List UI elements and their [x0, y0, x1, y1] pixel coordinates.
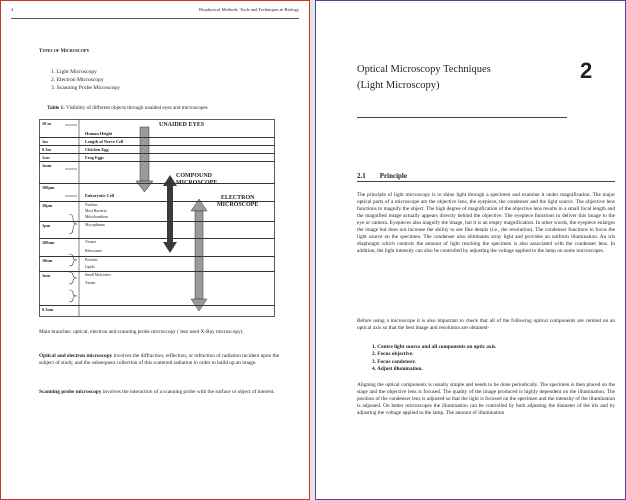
table-item-cell: Proteins: [85, 258, 98, 262]
paragraph-scanning-probe: [39, 389, 279, 396]
paragraph-aligning: Aligning the optical components is usually simple and needs to be done periodically. The specimen is then placed on the stage and the objective lens is focused. The quality of the image produced is highly dependent on the illumination. The position of the condenser lens is adjusted so that the light is focused on the specimen and the intensity of the illumination is adjusted. On better microscopes the illumination can be controlled by both adjusting the diameter of the iris and by adjusting the voltage applied to the lamp. The amount of illumination: [357, 382, 615, 416]
electron-microscope-arrow: [191, 199, 207, 311]
list-item: 1. Centre light source and all components on optic axis.: [372, 344, 497, 350]
compound-microscope-arrow: [163, 175, 177, 253]
table-size-cell: 0.1m: [42, 147, 51, 152]
visibility-table: [39, 119, 275, 317]
table-frame: [39, 119, 275, 317]
table-row-line: [39, 305, 275, 306]
table-size-cell: 1mm: [42, 163, 52, 168]
label-compound-line2: MICROSCOPE: [176, 179, 218, 186]
table-size-cell: 1cm: [42, 155, 50, 160]
table-item-cell: Small Molecules: [85, 273, 111, 277]
table-row-line: [39, 271, 275, 272]
table-item-cell: Eukaryotic Cell: [85, 193, 115, 198]
running-head: [11, 7, 299, 12]
table-item-cell: Atoms: [85, 281, 96, 285]
section-rule: [357, 181, 615, 182]
paragraph-bold-lead: Scanning probe microscopy: [39, 389, 102, 395]
paragraph-text: involves the interaction of a scanning probe with the surface or object of interest.: [101, 389, 275, 395]
label-unaided-eyes: UNAIDED EYES: [159, 122, 205, 128]
paragraph-bold-lead: Optical and electron microscopy: [39, 353, 113, 359]
section-heading-principle: [357, 172, 407, 180]
table-size-cell: 0.1nm: [42, 307, 54, 312]
table-item-cell: Ribosomes: [85, 249, 102, 253]
running-head-title: Biophysical Methods: Tools and Techniques in Biology: [199, 7, 299, 12]
types-list: [51, 68, 120, 92]
list-item: 2. Electron Microscopy: [51, 77, 104, 83]
header-rule: [11, 18, 299, 19]
row-markers: [65, 125, 77, 302]
table-row-line: [39, 183, 275, 184]
table-size-cell: 1nm: [42, 273, 51, 278]
section-title: Principle: [379, 172, 407, 180]
paragraph-before-using: Before using a microscope it is also important to check that all of the following optical components are centred on an optical axis so that the best image and resolution are obtained-: [357, 318, 615, 331]
label-electron-line2: MICROSCOPE: [217, 201, 259, 208]
table-size-cell: 1μm: [42, 223, 51, 228]
chapter-title-line1: Optical Microscopy Techniques: [357, 64, 491, 75]
table-item-cell: Human Height: [85, 131, 113, 136]
table-item-cell: Mitochondrion: [85, 215, 108, 219]
table-size-cell: 100μm: [42, 185, 55, 190]
label-electron-microscope: [217, 195, 258, 208]
table-item-cell: Frog Eggs: [85, 155, 104, 160]
table-item-cell: Chicken Egg: [85, 147, 109, 152]
list-item: 4. Adjust illumination.: [372, 366, 423, 373]
section-number: 2.1: [357, 172, 366, 180]
table-caption: [47, 105, 208, 111]
table-row-line: [39, 137, 275, 138]
paragraph-optical-electron: [39, 353, 279, 367]
table-size-cell: 10 m: [42, 121, 51, 126]
table-item-cell: Nucleus: [85, 203, 98, 207]
table-item-cell: Mycoplasma: [85, 223, 105, 227]
table-row-line: [39, 145, 275, 146]
label-compound-line1: COMPOUND: [176, 173, 212, 179]
chapter-title: [357, 62, 491, 94]
table-size-cell: 1m: [42, 139, 48, 144]
list-item: 2. Focus objective.: [372, 351, 414, 358]
table-row-line: [39, 221, 275, 222]
table-item-cell: Length of Nerve Cell: [85, 139, 124, 144]
table-size-cell: 10μm: [42, 203, 53, 208]
chapter-number: 2: [580, 58, 593, 83]
paragraph-text: involves the diffraction, reflection, or refraction of radiation incident upon the subject of study, and the subsequent collection of this scattered radiation in order to build up an image.: [39, 353, 279, 366]
table-item-cell: Lipids: [85, 265, 95, 269]
paragraph-principle: The principle of light microscopy is to shine light through a specimen and examine it under magnification. The major optical parts of a microscope are the objective lens, the eyepiece, the condenser and the light source. The objective lens functions to magnify the object. The high degree of magnification of the objective lens results in a small focal length and the magnified image actually appears directly behind the objective. The eyepiece functions to deliver this image to the eye or camera. Eyepieces also magnify the image, but it is an empty magnification. In other words, the eyepiece enlarges the image but does not increase the ability to see fine details (i.e., the resolution). The condenser functions to focus the light source on the specimen. The condenser also eliminates stray light and provides an uniform illumination. An iris diaphragm which controls the amount of light reaching the specimen is also associated with the condenser lens. In addition, the light intensity can also be controlled by adjusting the voltage applied to the lamp on some microscopes.: [357, 192, 615, 254]
table-size-cell: 10nm: [42, 258, 53, 263]
table-caption-text: Visibility of different objects through unaided eyes and microscopes: [64, 105, 208, 111]
list-item: 3. Focus condenser.: [372, 358, 416, 365]
chapter-title-line2: (Light Microscopy): [357, 80, 440, 91]
table-row-line: [39, 256, 275, 257]
chapter-rule: [357, 117, 567, 118]
table-caption-label: Table 1:: [47, 105, 65, 111]
paragraph-branches: Main branches: optical, electron and scanning probe microscopy ( less used X-Ray microscopy).: [39, 329, 244, 335]
alignment-checklist: [372, 344, 496, 374]
list-item: 3. Scanning Probe Microscopy: [51, 85, 120, 91]
left-page: [0, 0, 310, 500]
table-row-line: [39, 238, 275, 239]
section-heading: Types of Microscopy: [39, 49, 90, 54]
table-item-cell: Viruses: [85, 240, 97, 244]
page-number: 4: [11, 7, 14, 12]
table-size-cell: 100nm: [42, 240, 55, 245]
label-electron-line1: ELECTRON: [220, 195, 255, 201]
label-compound-microscope: [176, 173, 217, 186]
table-row-line: [39, 161, 275, 162]
list-item: 1. Light Microscopy: [51, 69, 97, 75]
table-row-line: [39, 153, 275, 154]
table-item-cell: Most Bacteria: [85, 209, 107, 213]
